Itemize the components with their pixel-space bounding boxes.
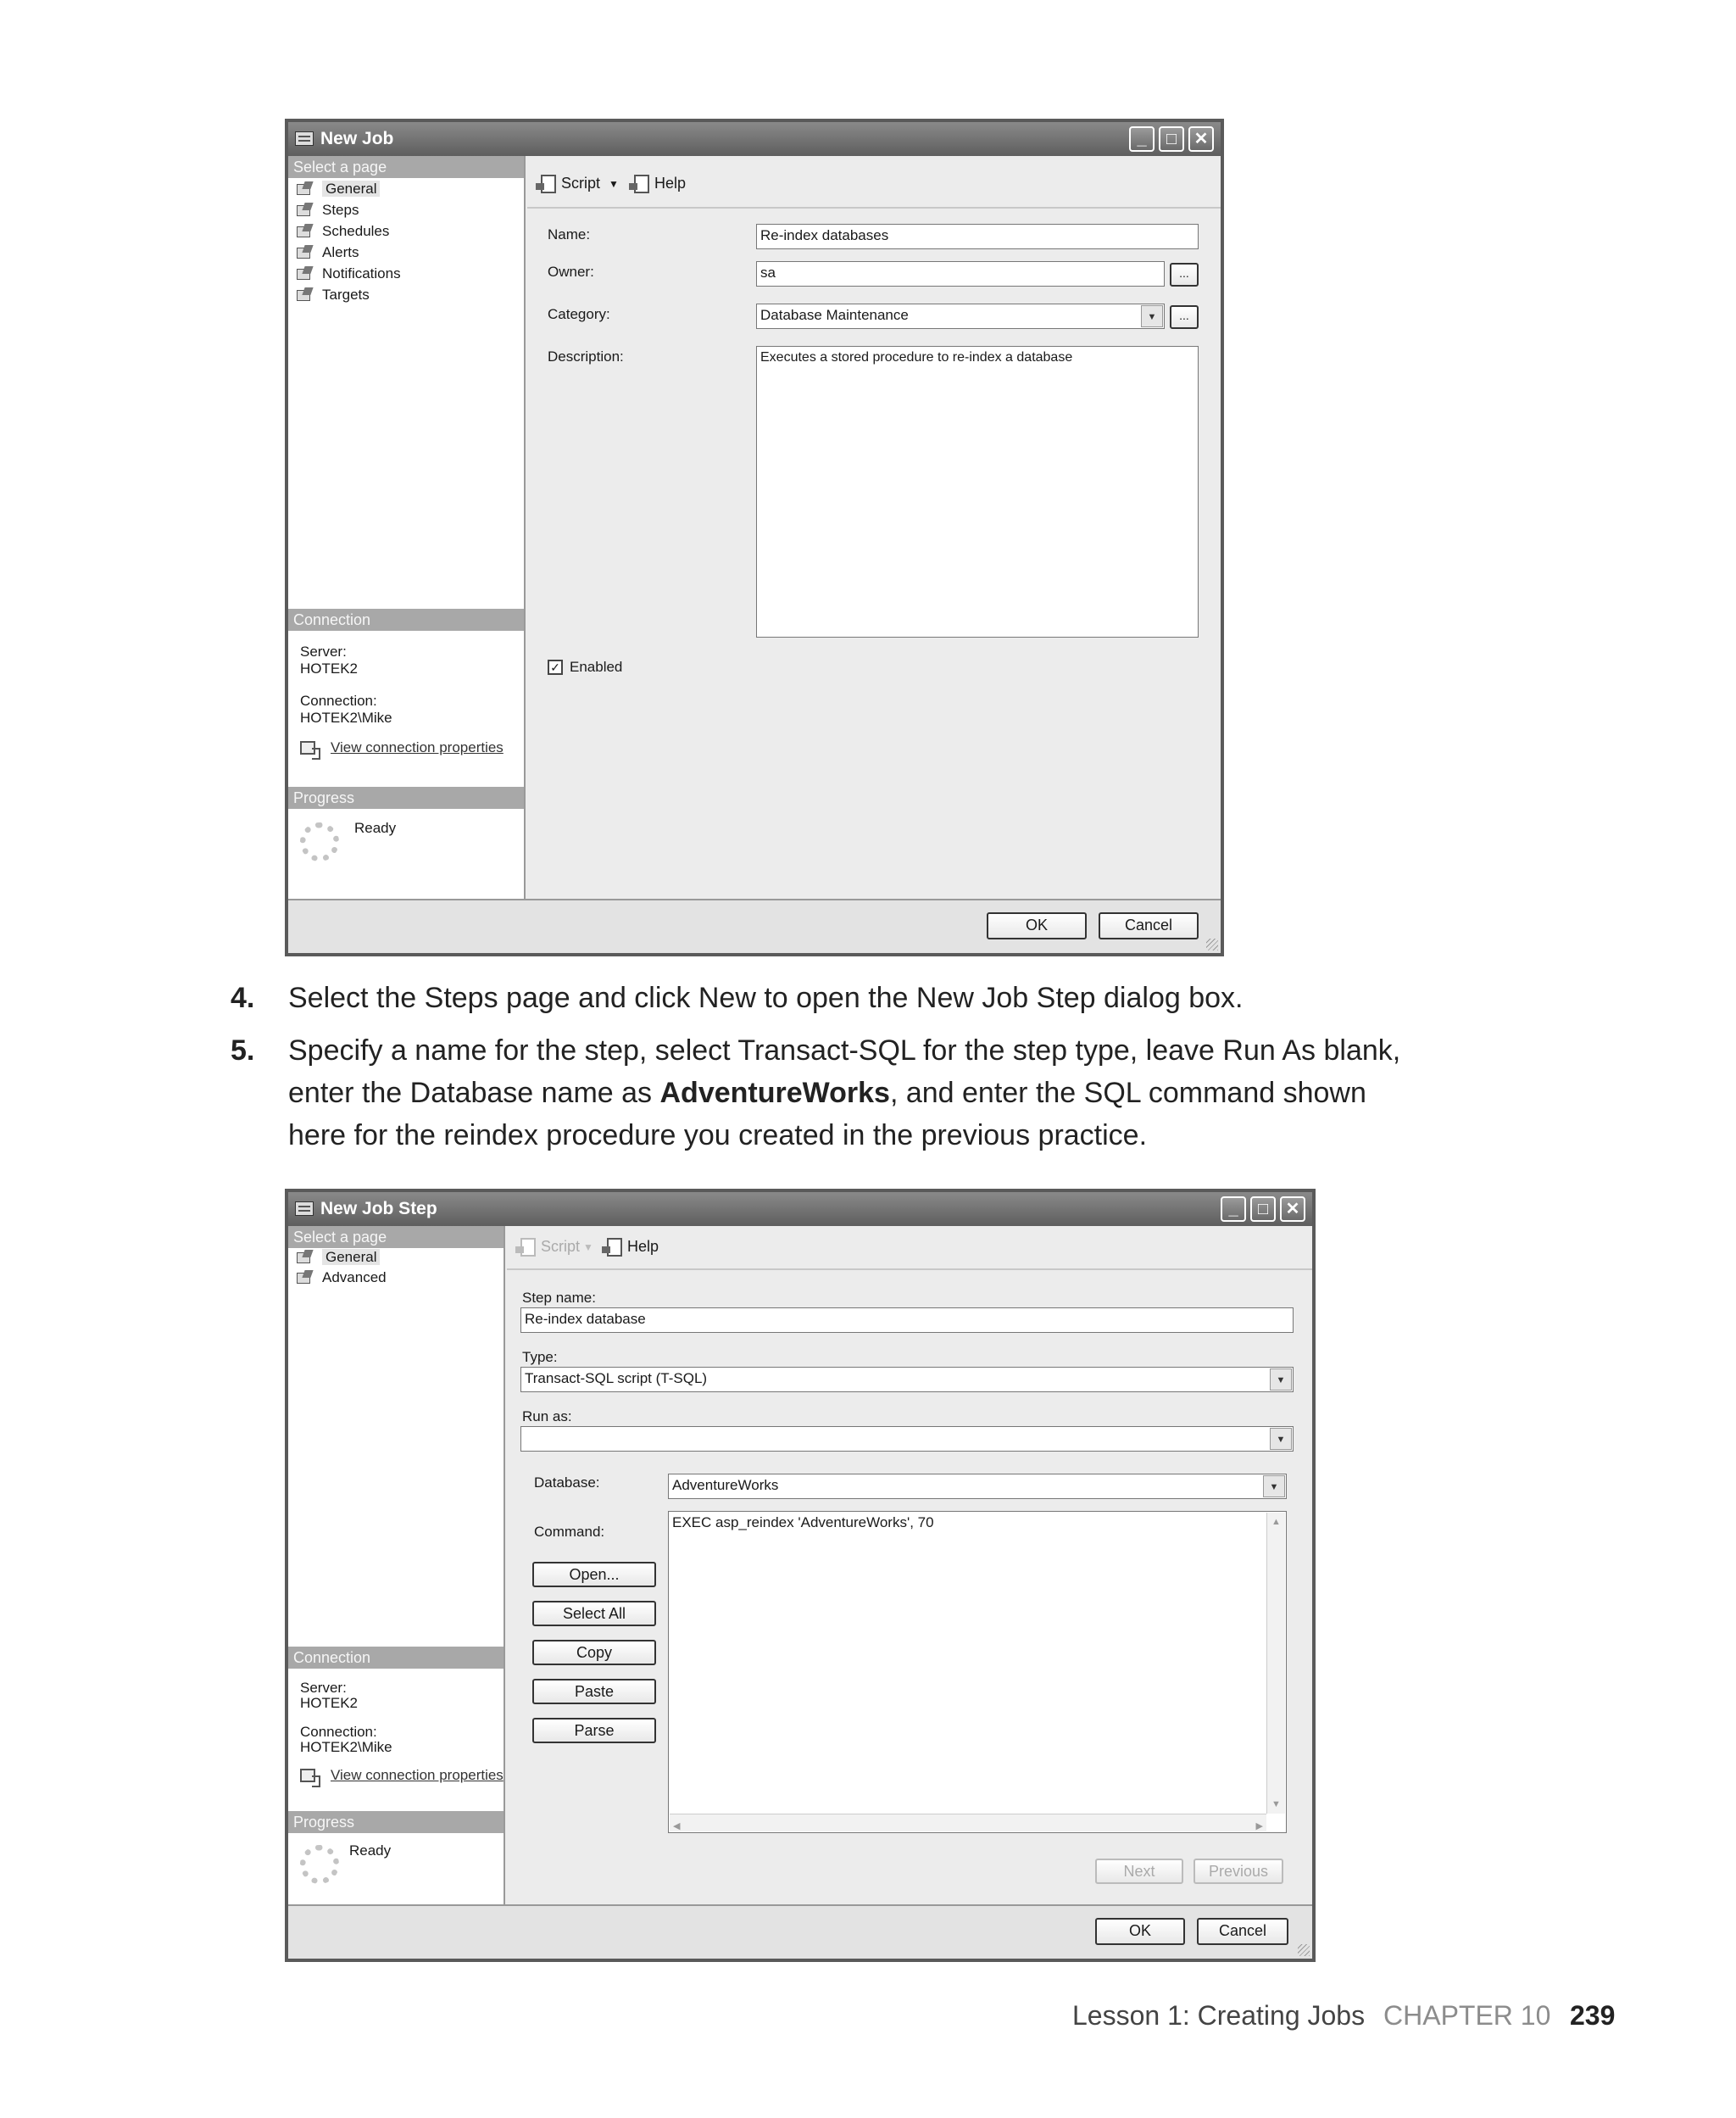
resize-grip[interactable] — [1206, 939, 1218, 950]
progress-header: Progress — [288, 787, 524, 809]
button-bar — [288, 899, 1221, 953]
owner-label: Owner: — [548, 264, 594, 280]
description-textarea[interactable]: Executes a stored procedure to re-index a database — [756, 346, 1199, 638]
connection-value: HOTEK2\Mike — [300, 710, 392, 726]
page-icon — [295, 181, 315, 197]
type-select[interactable]: Transact-SQL script (T-SQL) ▼ — [520, 1367, 1294, 1392]
server-value: HOTEK2 — [300, 1695, 359, 1711]
page-item-general[interactable]: General — [295, 180, 380, 200]
minimize-button[interactable]: _ — [1129, 126, 1155, 152]
server-label: Server: — [300, 1680, 347, 1696]
view-connection-properties-link[interactable]: View connection properties — [300, 739, 504, 756]
open-button[interactable]: Open... — [532, 1562, 656, 1587]
page-item-advanced[interactable]: Advanced — [295, 1268, 387, 1289]
next-button[interactable]: Next — [1095, 1859, 1183, 1884]
maximize-button[interactable]: □ — [1250, 1196, 1276, 1222]
description-label: Description: — [548, 348, 624, 365]
connection-icon — [300, 1769, 322, 1786]
page-item-targets[interactable]: Targets — [295, 286, 370, 306]
category-label: Category: — [548, 306, 610, 322]
category-browse-button[interactable]: ... — [1170, 305, 1199, 329]
page-item-steps[interactable]: Steps — [295, 201, 359, 221]
ok-button[interactable]: OK — [987, 912, 1087, 939]
connection-header: Connection — [288, 1647, 504, 1669]
name-label: Name: — [548, 226, 591, 242]
chevron-down-icon[interactable]: ▼ — [1141, 305, 1163, 327]
connection-value: HOTEK2\Mike — [300, 1739, 392, 1755]
copy-button[interactable]: Copy — [532, 1640, 656, 1665]
progress-status: Ready — [349, 1842, 392, 1859]
page-icon — [295, 1270, 315, 1285]
page-item-notifications[interactable]: Notifications — [295, 265, 401, 285]
page-icon — [295, 224, 315, 239]
command-textarea[interactable] — [668, 1511, 1287, 1833]
step-number: 5. — [231, 1034, 255, 1067]
footer-chapter: CHAPTER 10 — [1383, 2000, 1551, 2031]
horizontal-scrollbar[interactable] — [670, 1814, 1266, 1831]
maximize-button[interactable]: □ — [1159, 126, 1184, 152]
scroll-left-icon[interactable]: ◀ — [673, 1821, 681, 1831]
help-icon — [629, 173, 651, 193]
progress-header: Progress — [288, 1811, 504, 1833]
resize-grip[interactable] — [1298, 1944, 1310, 1956]
connection-label: Connection: — [300, 1724, 377, 1740]
enabled-label: Enabled — [570, 659, 623, 675]
progress-spinner-icon — [300, 1845, 339, 1884]
database-label: Database: — [534, 1474, 600, 1491]
server-label: Server: — [300, 644, 347, 660]
run-as-label: Run as: — [522, 1408, 572, 1424]
help-button[interactable]: Help — [602, 1236, 659, 1257]
database-name-emphasis: AdventureWorks — [659, 1077, 890, 1109]
page-item-alerts[interactable]: Alerts — [295, 243, 359, 264]
vertical-scrollbar[interactable] — [1266, 1513, 1285, 1814]
step-5 — [231, 1029, 1451, 1157]
left-pane — [288, 156, 526, 899]
type-label: Type: — [522, 1349, 558, 1365]
scroll-down-icon[interactable]: ▼ — [1271, 1799, 1281, 1809]
name-field[interactable]: Re-index databases — [756, 224, 1199, 249]
select-all-button[interactable]: Select All — [532, 1601, 656, 1626]
page-icon — [295, 245, 315, 260]
paste-button[interactable]: Paste — [532, 1679, 656, 1704]
chevron-down-icon[interactable]: ▼ — [1270, 1428, 1292, 1450]
category-select[interactable]: Database Maintenance ▼ — [756, 304, 1165, 329]
footer-lesson: Lesson 1: Creating Jobs — [1072, 2000, 1366, 2031]
step-text-line1: Specify a name for the step, select Transact-SQL for the step type, leave Run As blank, — [288, 1034, 1401, 1067]
window-icon — [295, 1201, 314, 1216]
chevron-down-icon[interactable]: ▼ — [609, 178, 619, 190]
select-page-header: Select a page — [288, 156, 524, 178]
title-bar — [288, 122, 1221, 156]
page-icon — [295, 287, 315, 303]
toolbar-divider — [527, 207, 1221, 209]
progress-spinner-icon — [300, 822, 339, 861]
minimize-button[interactable]: _ — [1221, 1196, 1246, 1222]
parse-button[interactable]: Parse — [532, 1718, 656, 1743]
step-name-label: Step name: — [522, 1290, 596, 1306]
page-icon — [295, 266, 315, 281]
window-icon — [295, 131, 314, 146]
owner-field[interactable]: sa — [756, 261, 1165, 287]
step-text: Select the Steps page and click New to open the New Job Step dialog box. — [288, 982, 1244, 1014]
view-connection-properties-link[interactable]: View connection properties — [300, 1767, 504, 1784]
dialog-title: New Job — [320, 129, 394, 148]
new-job-dialog — [285, 119, 1224, 956]
connection-label: Connection: — [300, 693, 377, 709]
select-page-header: Select a page — [288, 1226, 504, 1248]
cancel-button[interactable]: Cancel — [1197, 1918, 1288, 1945]
left-pane — [288, 1226, 505, 1904]
close-button[interactable]: ✕ — [1188, 126, 1214, 152]
previous-button[interactable]: Previous — [1194, 1859, 1283, 1884]
progress-status: Ready — [354, 820, 397, 836]
database-select[interactable]: AdventureWorks ▼ — [668, 1474, 1287, 1499]
page-icon — [295, 1250, 315, 1265]
page-item-schedules[interactable]: Schedules — [295, 222, 389, 242]
connection-icon — [300, 741, 322, 758]
step-number: 4. — [231, 982, 255, 1014]
server-value: HOTEK2 — [300, 660, 359, 677]
chevron-down-icon[interactable]: ▼ — [1263, 1475, 1285, 1497]
owner-browse-button[interactable]: ... — [1170, 263, 1199, 287]
scroll-right-icon[interactable]: ▶ — [1255, 1821, 1263, 1831]
page-icon — [295, 203, 315, 218]
enabled-checkbox[interactable]: ✓ — [548, 660, 563, 675]
help-icon — [602, 1236, 624, 1257]
cancel-button[interactable]: Cancel — [1099, 912, 1199, 939]
step-name-field[interactable]: Re-index database — [520, 1307, 1294, 1333]
toolbar-divider — [507, 1268, 1312, 1270]
step-text-line2: enter the Database name as AdventureWorks, and enter the SQL command shown — [288, 1077, 1366, 1109]
run-as-select[interactable] — [520, 1426, 1294, 1452]
close-button[interactable]: ✕ — [1280, 1196, 1305, 1222]
button-bar — [288, 1904, 1312, 1959]
new-job-step-dialog — [285, 1189, 1316, 1962]
page-number: 239 — [1570, 2000, 1616, 2031]
script-icon — [536, 173, 558, 193]
script-button[interactable]: Script — [515, 1236, 580, 1257]
command-label: Command: — [534, 1524, 605, 1540]
title-bar — [288, 1192, 1312, 1226]
help-button[interactable]: Help — [629, 173, 686, 193]
ok-button[interactable]: OK — [1095, 1918, 1185, 1945]
chevron-down-icon[interactable]: ▼ — [1270, 1368, 1292, 1391]
scroll-up-icon[interactable]: ▲ — [1271, 1517, 1281, 1527]
dialog-title: New Job Step — [320, 1199, 437, 1218]
page-item-general[interactable]: General — [295, 1248, 380, 1268]
script-button[interactable]: Script — [536, 173, 600, 193]
step-text-line3: here for the reindex procedure you created in the previous practice. — [288, 1119, 1148, 1151]
chevron-down-icon[interactable]: ▼ — [583, 1241, 593, 1253]
command-text: EXEC asp_reindex 'AdventureWorks', 70 — [672, 1514, 934, 1530]
connection-header: Connection — [288, 609, 524, 631]
script-icon — [515, 1236, 537, 1257]
